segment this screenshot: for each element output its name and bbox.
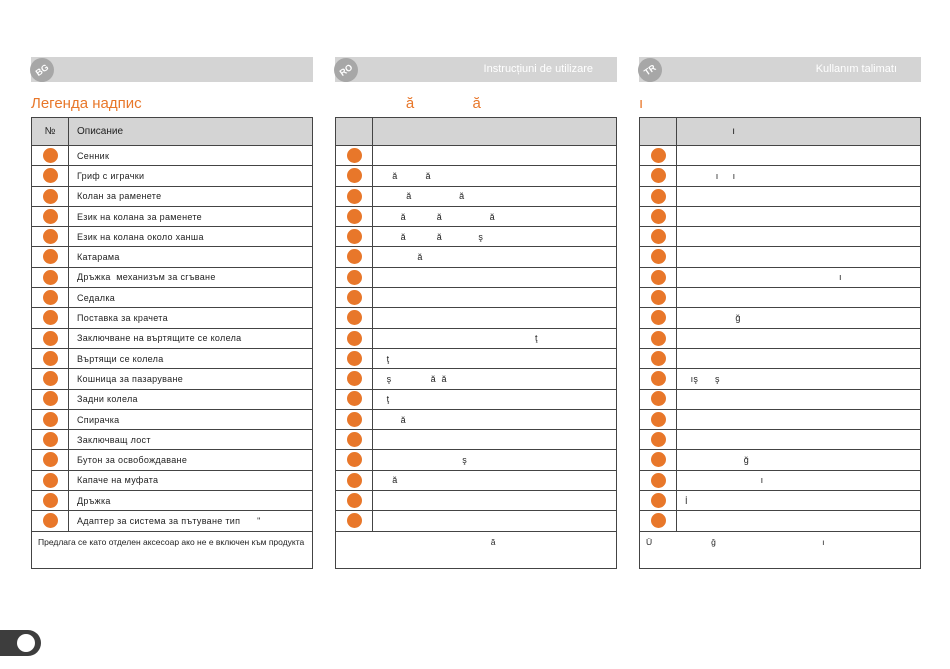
orange-dot-icon — [347, 513, 362, 528]
orange-dot-icon — [43, 310, 58, 325]
item-marker — [336, 166, 373, 186]
item-description — [373, 491, 617, 511]
item-description: ă ă — [373, 166, 617, 186]
item-marker — [336, 146, 373, 166]
item-marker — [32, 511, 69, 531]
table-row — [640, 491, 921, 511]
orange-dot-icon — [43, 493, 58, 508]
item-description — [373, 146, 617, 166]
item-description — [677, 206, 921, 226]
item-marker — [640, 308, 677, 328]
item-description: ă — [373, 409, 617, 429]
item-description: ı — [677, 470, 921, 490]
orange-dot-icon — [651, 148, 666, 163]
orange-dot-icon — [651, 412, 666, 427]
table-row — [336, 227, 617, 247]
orange-dot-icon — [651, 432, 666, 447]
orange-dot-icon — [43, 412, 58, 427]
item-description — [677, 328, 921, 348]
table-row — [336, 348, 617, 368]
item-marker — [336, 348, 373, 368]
orange-dot-icon — [347, 493, 362, 508]
table-row — [32, 389, 313, 409]
item-marker — [32, 389, 69, 409]
item-marker — [640, 288, 677, 308]
item-marker — [640, 430, 677, 450]
item-marker — [336, 186, 373, 206]
table-row — [640, 450, 921, 470]
table-row — [336, 470, 617, 490]
table-row — [336, 247, 617, 267]
table-row — [640, 186, 921, 206]
item-marker — [640, 491, 677, 511]
table-row — [640, 288, 921, 308]
header-num — [336, 118, 373, 146]
header-title: Instrucțiuni de utilizare — [483, 63, 593, 75]
item-description: ţ — [373, 389, 617, 409]
orange-dot-icon — [347, 168, 362, 183]
language-header-bar — [31, 57, 313, 82]
item-description: Кошница за пазаруване — [69, 369, 313, 389]
item-description: Въртящи се колела — [69, 348, 313, 368]
item-description: Заключване на въртящите се колела — [69, 328, 313, 348]
item-description: Катарама — [69, 247, 313, 267]
orange-dot-icon — [43, 209, 58, 224]
item-description: ı ı — [677, 166, 921, 186]
item-description: Задни колела — [69, 389, 313, 409]
language-header-bar — [335, 57, 617, 82]
item-description: Спирачка — [69, 409, 313, 429]
orange-dot-icon — [43, 270, 58, 285]
item-marker — [640, 389, 677, 409]
item-marker — [336, 308, 373, 328]
item-marker — [640, 227, 677, 247]
table-row — [336, 288, 617, 308]
orange-dot-icon — [347, 412, 362, 427]
table-row — [32, 206, 313, 226]
item-marker — [32, 267, 69, 287]
orange-dot-icon — [651, 209, 666, 224]
item-description: Поставка за крачета — [69, 308, 313, 328]
item-marker — [32, 328, 69, 348]
orange-dot-icon — [43, 371, 58, 386]
item-description — [373, 511, 617, 531]
orange-dot-icon — [347, 391, 362, 406]
orange-dot-icon — [347, 432, 362, 447]
item-description: Дръжка механизъм за сгъване — [69, 267, 313, 287]
orange-dot-icon — [43, 513, 58, 528]
table-row — [336, 186, 617, 206]
item-marker — [32, 247, 69, 267]
orange-dot-icon — [651, 391, 666, 406]
orange-dot-icon — [347, 249, 362, 264]
table-row — [336, 267, 617, 287]
item-description — [677, 186, 921, 206]
table-row — [336, 328, 617, 348]
table-row — [32, 450, 313, 470]
table-row — [32, 267, 313, 287]
table-row — [32, 308, 313, 328]
orange-dot-icon — [651, 513, 666, 528]
item-description: ış ş — [677, 369, 921, 389]
item-marker — [32, 308, 69, 328]
header-num: № — [32, 118, 69, 146]
orange-dot-icon — [43, 249, 58, 264]
item-marker — [32, 186, 69, 206]
item-description — [677, 348, 921, 368]
item-marker — [640, 409, 677, 429]
item-marker — [336, 267, 373, 287]
column-tr — [639, 57, 921, 569]
item-description: ı — [677, 267, 921, 287]
item-description — [677, 511, 921, 531]
item-description — [677, 288, 921, 308]
language-badge: TR — [633, 53, 666, 86]
table-row — [32, 328, 313, 348]
table-row — [32, 511, 313, 531]
item-marker — [336, 409, 373, 429]
table-row — [336, 430, 617, 450]
item-description: Колан за раменете — [69, 186, 313, 206]
item-marker — [336, 491, 373, 511]
item-marker — [336, 450, 373, 470]
item-marker — [32, 166, 69, 186]
item-description — [373, 288, 617, 308]
table-row — [32, 227, 313, 247]
item-marker — [640, 146, 677, 166]
language-badge: BG — [25, 53, 58, 86]
item-description: Дръжка — [69, 491, 313, 511]
item-description: Гриф с играчки — [69, 166, 313, 186]
orange-dot-icon — [347, 351, 362, 366]
table-row — [32, 247, 313, 267]
item-marker — [640, 369, 677, 389]
item-marker — [32, 369, 69, 389]
orange-dot-icon — [651, 168, 666, 183]
table-row — [32, 166, 313, 186]
table-row — [32, 369, 313, 389]
item-marker — [336, 206, 373, 226]
item-marker — [640, 328, 677, 348]
orange-dot-icon — [347, 229, 362, 244]
item-description: ţ — [373, 348, 617, 368]
orange-dot-icon — [651, 473, 666, 488]
orange-dot-icon — [651, 493, 666, 508]
table-row — [640, 328, 921, 348]
table-row — [336, 389, 617, 409]
orange-dot-icon — [347, 148, 362, 163]
item-marker — [32, 348, 69, 368]
orange-dot-icon — [651, 229, 666, 244]
orange-dot-icon — [347, 189, 362, 204]
table-row — [640, 146, 921, 166]
table-row — [640, 267, 921, 287]
item-description: ă ă ş — [373, 227, 617, 247]
legend-table — [335, 117, 617, 569]
item-description — [373, 308, 617, 328]
item-description — [677, 247, 921, 267]
orange-dot-icon — [651, 270, 666, 285]
table-note: Предлага се като отделен аксесоар ако не е включен към продукта — [32, 531, 313, 568]
legend-table — [31, 117, 313, 569]
table-row — [32, 430, 313, 450]
orange-dot-icon — [43, 432, 58, 447]
item-marker — [640, 206, 677, 226]
item-marker — [32, 430, 69, 450]
table-row — [640, 247, 921, 267]
item-description: Седалка — [69, 288, 313, 308]
orange-dot-icon — [43, 148, 58, 163]
item-marker — [336, 369, 373, 389]
item-marker — [32, 206, 69, 226]
header-desc: Описание — [69, 118, 313, 146]
item-description: ş — [373, 450, 617, 470]
table-row — [336, 369, 617, 389]
table-row — [640, 348, 921, 368]
item-marker — [336, 470, 373, 490]
item-marker — [32, 146, 69, 166]
orange-dot-icon — [347, 331, 362, 346]
orange-dot-icon — [43, 331, 58, 346]
item-description: Сенник — [69, 146, 313, 166]
table-row — [32, 409, 313, 429]
item-marker — [640, 166, 677, 186]
orange-dot-icon — [43, 290, 58, 305]
item-description: İ — [677, 491, 921, 511]
legend-table — [639, 117, 921, 569]
table-note: Ü ğ ı — [640, 531, 921, 568]
orange-dot-icon — [43, 473, 58, 488]
table-row — [640, 389, 921, 409]
table-row — [32, 146, 313, 166]
orange-dot-icon — [347, 270, 362, 285]
item-marker — [640, 186, 677, 206]
page-marker-icon — [17, 634, 35, 652]
table-row — [32, 186, 313, 206]
orange-dot-icon — [43, 452, 58, 467]
item-marker — [336, 247, 373, 267]
item-marker — [32, 491, 69, 511]
item-description — [677, 146, 921, 166]
header-desc: ı — [677, 118, 921, 146]
section-title: ı — [639, 95, 644, 112]
item-description: Заключващ лост — [69, 430, 313, 450]
item-description: ă ă — [373, 186, 617, 206]
orange-dot-icon — [347, 310, 362, 325]
orange-dot-icon — [651, 452, 666, 467]
table-row — [336, 206, 617, 226]
item-description: Капаче на муфата — [69, 470, 313, 490]
table-row — [640, 369, 921, 389]
item-marker — [32, 470, 69, 490]
table-row — [336, 166, 617, 186]
table-row — [336, 146, 617, 166]
orange-dot-icon — [651, 371, 666, 386]
orange-dot-icon — [651, 189, 666, 204]
table-row — [336, 511, 617, 531]
table-row — [336, 450, 617, 470]
orange-dot-icon — [43, 391, 58, 406]
item-marker — [336, 389, 373, 409]
orange-dot-icon — [347, 209, 362, 224]
table-row — [640, 308, 921, 328]
item-description: ţ — [373, 328, 617, 348]
table-row — [640, 511, 921, 531]
item-marker — [640, 470, 677, 490]
table-row — [640, 166, 921, 186]
item-description — [677, 389, 921, 409]
item-description — [373, 267, 617, 287]
item-marker — [32, 409, 69, 429]
table-row — [640, 430, 921, 450]
orange-dot-icon — [651, 290, 666, 305]
orange-dot-icon — [43, 168, 58, 183]
item-description — [373, 430, 617, 450]
header-title: Kullanım talimatı — [815, 63, 897, 75]
orange-dot-icon — [347, 452, 362, 467]
item-marker — [336, 511, 373, 531]
item-description: ğ — [677, 308, 921, 328]
item-description: ă ă ă — [373, 206, 617, 226]
table-row — [336, 409, 617, 429]
item-marker — [640, 247, 677, 267]
column-bg — [31, 57, 313, 569]
item-description — [677, 227, 921, 247]
item-marker — [32, 227, 69, 247]
item-description: Адаптер за система за пътуване тип " — [69, 511, 313, 531]
orange-dot-icon — [43, 351, 58, 366]
section-title: ă ă — [335, 95, 481, 112]
header-num — [640, 118, 677, 146]
item-marker — [336, 430, 373, 450]
item-description: ă — [373, 247, 617, 267]
table-row — [640, 409, 921, 429]
item-marker — [32, 288, 69, 308]
table-row — [640, 470, 921, 490]
language-header-bar — [639, 57, 921, 82]
item-marker — [336, 328, 373, 348]
item-marker — [32, 450, 69, 470]
item-description — [677, 430, 921, 450]
page-tab — [0, 630, 41, 656]
orange-dot-icon — [43, 229, 58, 244]
orange-dot-icon — [651, 331, 666, 346]
table-row — [336, 491, 617, 511]
item-description: Език на колана за раменете — [69, 206, 313, 226]
language-badge: RO — [329, 53, 362, 86]
table-row — [336, 308, 617, 328]
table-row — [640, 206, 921, 226]
item-marker — [640, 511, 677, 531]
header-desc — [373, 118, 617, 146]
item-marker — [336, 227, 373, 247]
item-marker — [640, 450, 677, 470]
table-row — [32, 491, 313, 511]
table-note: ă — [336, 531, 617, 568]
orange-dot-icon — [651, 351, 666, 366]
item-description: ă — [373, 470, 617, 490]
table-row — [640, 227, 921, 247]
orange-dot-icon — [651, 249, 666, 264]
orange-dot-icon — [347, 290, 362, 305]
item-description: Бутон за освобождаване — [69, 450, 313, 470]
orange-dot-icon — [651, 310, 666, 325]
section-title: Легенда надпис — [31, 95, 142, 112]
item-marker — [640, 348, 677, 368]
table-row — [32, 348, 313, 368]
orange-dot-icon — [347, 473, 362, 488]
orange-dot-icon — [43, 189, 58, 204]
item-marker — [336, 288, 373, 308]
table-row — [32, 288, 313, 308]
orange-dot-icon — [347, 371, 362, 386]
table-row — [32, 470, 313, 490]
item-description — [677, 409, 921, 429]
column-ro — [335, 57, 617, 569]
item-description: ğ — [677, 450, 921, 470]
item-description: Език на колана около ханша — [69, 227, 313, 247]
item-marker — [640, 267, 677, 287]
item-description: ş ă ă — [373, 369, 617, 389]
